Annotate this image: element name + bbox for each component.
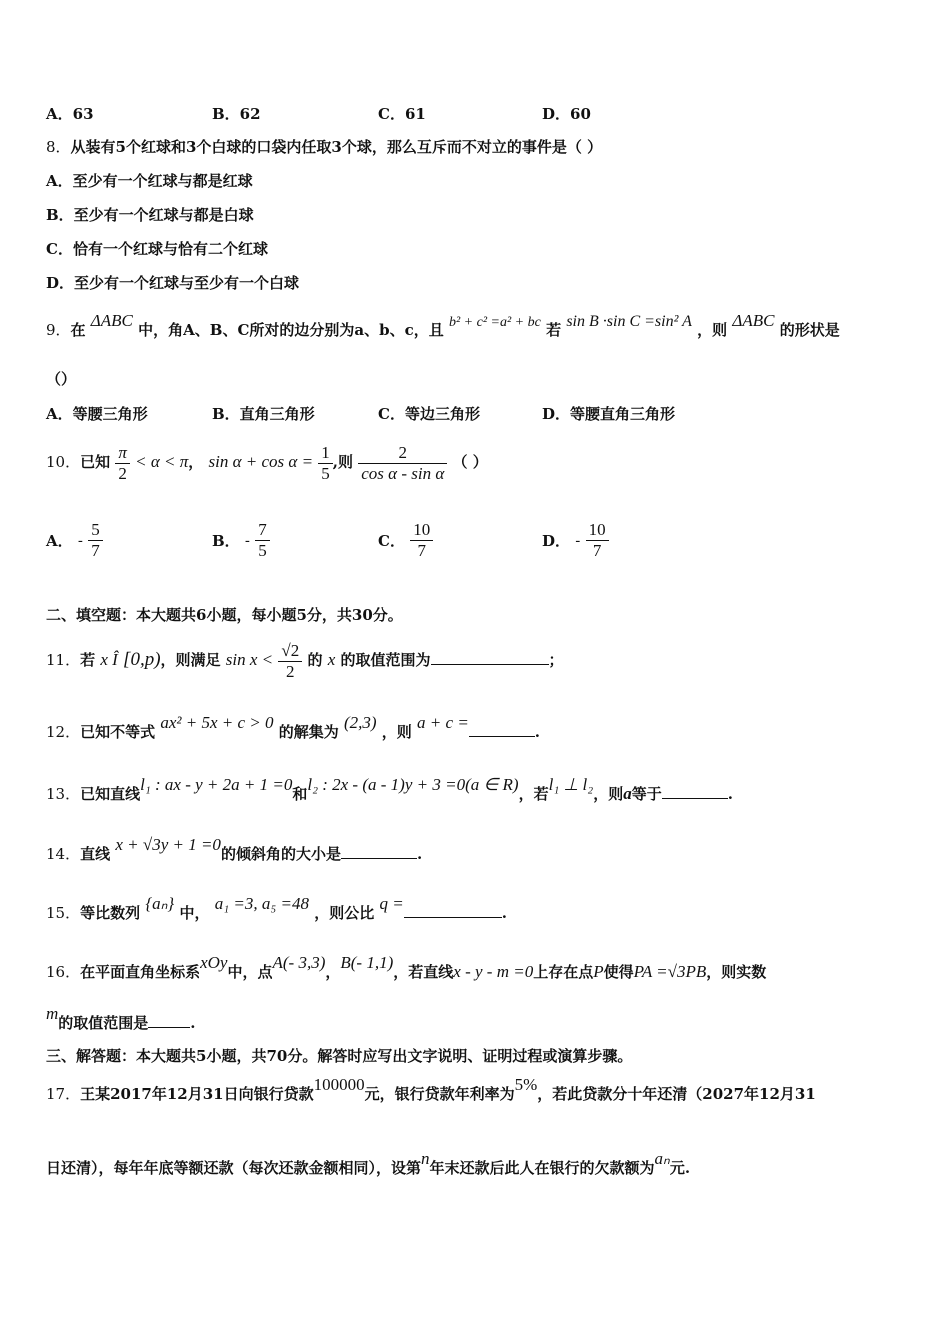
q9-text-1: 在 (70, 321, 86, 339)
q12-number: 12． (46, 723, 81, 741)
q15-text-1: 等比数列 (80, 904, 141, 922)
q10-text-2: ， (188, 453, 204, 471)
q13-text-2: 和 (292, 785, 308, 803)
q15-ratio: q = (379, 894, 404, 913)
q8-option-c: C．恰有一个红球与恰有二个红球 (46, 240, 268, 258)
q16-text-1: 在平面直角坐标系 (80, 963, 201, 981)
q17-text-5: 年末还款后此人在银行的欠款额为 (429, 1159, 655, 1177)
q12-text-4: . (534, 723, 541, 741)
q16-text-2: 中，点 (227, 963, 273, 981)
q17-number: 17． (46, 1085, 81, 1103)
q17-variable-n: n (421, 1149, 430, 1168)
q16-stem-line-2 (46, 1004, 196, 1033)
q15-text-2: 中， (179, 904, 210, 922)
q14-line-equation: x + √3y + 1 =0 (115, 835, 221, 854)
q11-interval: [0,p) (123, 649, 161, 670)
q12-inequality: ax² + 5x + c > 0 (160, 713, 274, 732)
q16-answer-blank[interactable] (148, 1013, 190, 1028)
q9-number: 9． (46, 321, 71, 339)
q15-answer-blank[interactable] (404, 903, 502, 918)
q10-stem (46, 440, 488, 484)
q10-option-a: A． - $\frac{5}{7}$ (46, 520, 103, 561)
q8-option-a: A．至少有一个红球与都是红球 (46, 172, 253, 190)
q8-stem (46, 137, 602, 157)
q14-text-3: . (416, 845, 423, 863)
q15-terms: a₁ =3, a₅ =48 (214, 894, 309, 913)
q15-number: 15． (46, 904, 81, 922)
q16-text-6: 使得 (603, 963, 634, 981)
q11-fraction-root2-over-2: $\frac{√2}{2}$ (278, 641, 302, 682)
q12-text-3: ，则 (381, 723, 412, 741)
q14-answer-blank[interactable] (341, 844, 417, 859)
q9-option-c: C．等边三角形 (378, 405, 480, 423)
q8-text: 从装有5个红球和3个白球的口袋内任取3个球，那么互斥而不对立的事件是（ ） (70, 138, 603, 156)
q15-text-3: ，则公比 (314, 904, 375, 922)
q9-text-4: ，则 (697, 321, 728, 339)
q13-text-1: 已知直线 (80, 785, 141, 803)
q14-text-1: 直线 (80, 845, 111, 863)
q10-number: 10． (46, 453, 81, 471)
q15-text-4: . (501, 904, 507, 922)
q17-text-4: 日还清），每年年底等额还款（每次还款金额相同），设第 (46, 1159, 422, 1177)
q17-text-1: 王某2017年12月31日向银行贷款 (80, 1085, 314, 1103)
q11-number: 11． (46, 651, 81, 669)
q9-stem (46, 311, 840, 342)
q9-sine-equation: sin B ·sin C =sin² A (566, 313, 692, 330)
q13-answer-blank[interactable] (662, 784, 728, 799)
q11-x-in: x Î (100, 650, 118, 669)
q12-answer-blank[interactable] (469, 722, 535, 737)
q12-stem (46, 713, 541, 742)
q16-stem (46, 953, 767, 982)
q13-text-5: 等于 (631, 785, 662, 803)
q14-text-2: 的倾斜角的大小是 (220, 845, 341, 863)
q9-option-d: D．等腰直角三角形 (542, 405, 676, 423)
q17-text-6: 元. (669, 1159, 691, 1177)
q11-text-5: ； (548, 651, 564, 669)
q16-text-5: 上存在点 (533, 963, 594, 981)
q11-text-2: ，则满足 (160, 651, 221, 669)
q9-text-3: 若 (546, 321, 562, 339)
q13-text-4: ，则 (593, 785, 624, 803)
q11-answer-blank[interactable] (431, 650, 549, 665)
q10-paren: （ ） (452, 453, 488, 471)
q13-line-l2: l₂ : 2x - (a - 1)y + 3 =0(a ∈ R) (307, 775, 519, 794)
q11-sin-inequality: sin x < (225, 650, 274, 669)
q17-stem-line-2 (46, 1149, 691, 1178)
q16-number: 16． (46, 963, 81, 981)
q11-stem (46, 638, 564, 682)
q16-coordinate-system: xOy (200, 953, 228, 972)
q8-number: 8． (46, 138, 71, 156)
q8-option-b: B．至少有一个红球与都是白球 (46, 206, 254, 224)
q8-option-d: D．至少有一个红球与至少有一个白球 (46, 274, 300, 292)
q16-point-p: P (593, 962, 604, 981)
q16-point-b: B(- 1,1) (340, 953, 394, 972)
q16-line: x - y - m =0 (453, 962, 534, 981)
q7-option-b: B．62 (212, 105, 261, 123)
q10-option-b: B． - $\frac{7}{5}$ (212, 520, 270, 561)
q13-text-3: ，若 (518, 785, 549, 803)
q12-sum: a + c = (417, 713, 469, 732)
section-2-heading: 二、填空题：本大题共6小题，每小题5分，共30分。 (46, 606, 403, 624)
q11-variable-x: x (327, 650, 336, 669)
q10-sum-expression: sin α + cos α = (208, 452, 314, 471)
q9-triangle-symbol: ΔABC (90, 311, 133, 330)
q10-target-fraction: $\frac{2}{\text{cos α - sin α}}$ (358, 443, 447, 484)
q17-text-2: 元，银行贷款年利率为 (364, 1085, 515, 1103)
q15-sequence: {aₙ} (145, 894, 175, 913)
q16-text-3: ， (325, 963, 341, 981)
q16-text-4: ，若直线 (393, 963, 454, 981)
q13-number: 13． (46, 785, 81, 803)
q9-option-a: A．等腰三角形 (46, 405, 148, 423)
q9-text-2: 中，角A、B、C所对的边分别为a、b、c，且 (138, 321, 444, 339)
q11-text-1: 若 (80, 651, 96, 669)
q16-distance-condition: PA =√3PB (633, 962, 707, 981)
q12-solution-set: (2,3) (343, 713, 377, 732)
q15-stem (46, 894, 507, 923)
q17-stem-line-1 (46, 1075, 816, 1104)
q9-paren: （） (46, 370, 77, 388)
q16-point-a: A(- 3,3) (272, 953, 326, 972)
q12-text-2: 的解集为 (278, 723, 339, 741)
q11-text-3: 的 (307, 651, 323, 669)
q10-fraction-one-fifth: $\frac{1}{5}$ (318, 443, 333, 484)
q17-text-3: ，若此贷款分十年还清（2027年12月31 (537, 1085, 816, 1103)
q10-fraction-pi-over-2: $\frac{\pi}{2}$ (115, 443, 130, 484)
q10-option-d: D． - $\frac{10}{7}$ (542, 520, 609, 561)
q11-text-4: 的取值范围为 (340, 651, 431, 669)
q13-perpendicular: l₁ ⊥ l₂ (548, 775, 594, 794)
q10-text-3: ,则 (332, 453, 354, 471)
section-3-heading: 三、解答题：本大题共5小题，共70分。解答时应写出文字说明、证明过程或演算步骤。 (46, 1047, 633, 1065)
q12-text-1: 已知不等式 (80, 723, 156, 741)
q10-text-1: 已知 (80, 453, 111, 471)
q10-inequality: < α < π (135, 452, 189, 471)
q16-variable-m: m (46, 1004, 59, 1023)
q9-triangle-symbol-2: ΔABC (732, 311, 775, 330)
q7-option-d: D．60 (542, 105, 591, 123)
q17-interest-rate: 5% (514, 1075, 538, 1094)
q16-text-8: 的取值范围是 (58, 1014, 149, 1032)
q9-text-5: 的形状是 (779, 321, 840, 339)
q14-number: 14． (46, 845, 81, 863)
q7-option-c: C．61 (378, 105, 426, 123)
q17-loan-amount: 100000 (313, 1075, 365, 1094)
q10-option-c: C． $\frac{10}{7}$ (378, 520, 433, 561)
q13-text-6: . (727, 785, 733, 803)
q14-stem (46, 835, 423, 864)
q17-debt-term: aₙ (654, 1149, 670, 1168)
q9-option-b: B．直角三角形 (212, 405, 315, 423)
q9-equation: b² + c² =a² + bc (448, 315, 541, 330)
q13-stem (46, 775, 733, 804)
q7-option-a: A．63 (46, 105, 94, 123)
q13-line-l1: l₁ : ax - y + 2a + 1 =0 (140, 775, 293, 794)
q16-text-9: . (190, 1014, 196, 1032)
q16-text-7: ，则实数 (706, 963, 767, 981)
q13-variable-a: a (623, 784, 632, 803)
